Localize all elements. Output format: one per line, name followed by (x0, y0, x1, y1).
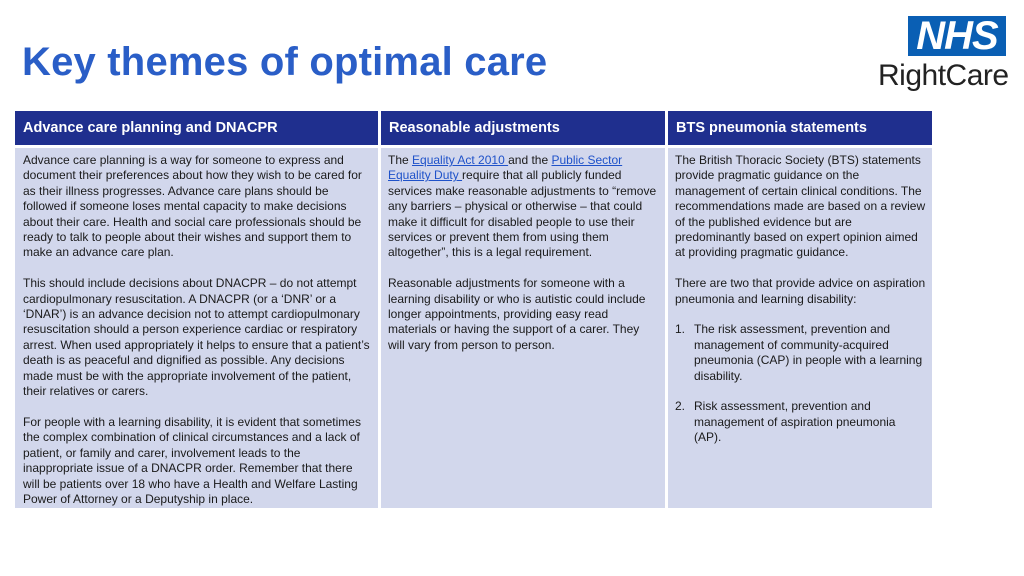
nhs-rightcare-logo (872, 14, 1012, 94)
equality-act-link[interactable]: Equality Act 2010 (412, 153, 509, 167)
column-advance-care (15, 111, 378, 508)
list-number: 2. (675, 399, 686, 414)
list-text: The risk assessment, prevention and management of community-acquired pneumonia (CAP) in people with a learning disability. (694, 322, 923, 383)
list-item (675, 322, 926, 384)
column-header: BTS pneumonia statements (668, 111, 932, 145)
column-header: Reasonable adjustments (381, 111, 665, 145)
text: require that all publicly funded services make reasonable adjustments to “remove any barriers – physical or otherwise – that could make it difficult for disabled people to use their services or prevent them from using them altogether”, this is a legal requirement. (388, 168, 657, 260)
column-header: Advance care planning and DNACPR (15, 111, 378, 145)
paragraph: Reasonable adjustments for someone with a learning disability or who is autistic could include longer appointments, providing easy read materials or having the support of a carer. They will vary from person to person. (388, 276, 646, 352)
column-bts-pneumonia (668, 111, 932, 508)
paragraph: The British Thoracic Society (BTS) statements provide pragmatic guidance on the management of certain clinical conditions. The recommendations made are based on a review of the published evidence but are predominantly based on expert opinion aimed at providing pragmatic guidance. (675, 153, 926, 260)
paragraph: Advance care planning is a way for someone to express and document their preferences about how they wish to be cared for as their illness progresses. Advance care plans should be followed if someone loses mental capacity to make decisions about their care. Health and social care professionals should be ready to talk to people about their wishes and support them to make an advance care plan. (23, 153, 362, 260)
list-item (675, 399, 926, 445)
column-reasonable-adjustments (381, 111, 665, 508)
statement-list (675, 322, 926, 445)
paragraph (388, 153, 659, 261)
themes-table (15, 111, 932, 508)
rightcare-wordmark: RightCare (878, 59, 1009, 92)
list-text: Risk assessment, prevention and management of aspiration pneumonia (AP). (694, 399, 896, 445)
paragraph: For people with a learning disability, it is evident that sometimes the complex combination of clinical circumstances and a lack of patient, or family and carer, involvement leads to the inappropriate issue of a DNACPR order. Remember that there will be patients over 18 who have a Health and Welfare Lasting Power of Attorney or a Deputyship in place. (23, 414, 361, 506)
public-sector-equality-duty-link[interactable]: Public Sector Equality Duty (388, 153, 623, 183)
column-body (15, 148, 378, 508)
text: The (388, 153, 413, 167)
page-title: Key themes of optimal care (22, 40, 548, 84)
text: and the (508, 153, 552, 167)
paragraph: There are two that provide advice on aspiration pneumonia and learning disability: (675, 276, 926, 306)
list-number: 1. (675, 322, 686, 337)
column-body (381, 148, 665, 508)
nhs-logo-box: NHS (908, 16, 1006, 56)
paragraph: This should include decisions about DNACPR – do not attempt cardiopulmonary resuscitation. A DNACPR (or a ‘DNR’ or a ‘DNAR’) is an advance decision not to attempt cardiopulmonary resuscitation should a person experience cardiac or respiratory arrest. When used appropriately it helps to ensure that a patient’s death is as peaceful and dignified as possible. Any decisions made must be with the appropriate involvement of the patient, their relatives or carers. (23, 276, 370, 399)
column-body (668, 148, 932, 508)
